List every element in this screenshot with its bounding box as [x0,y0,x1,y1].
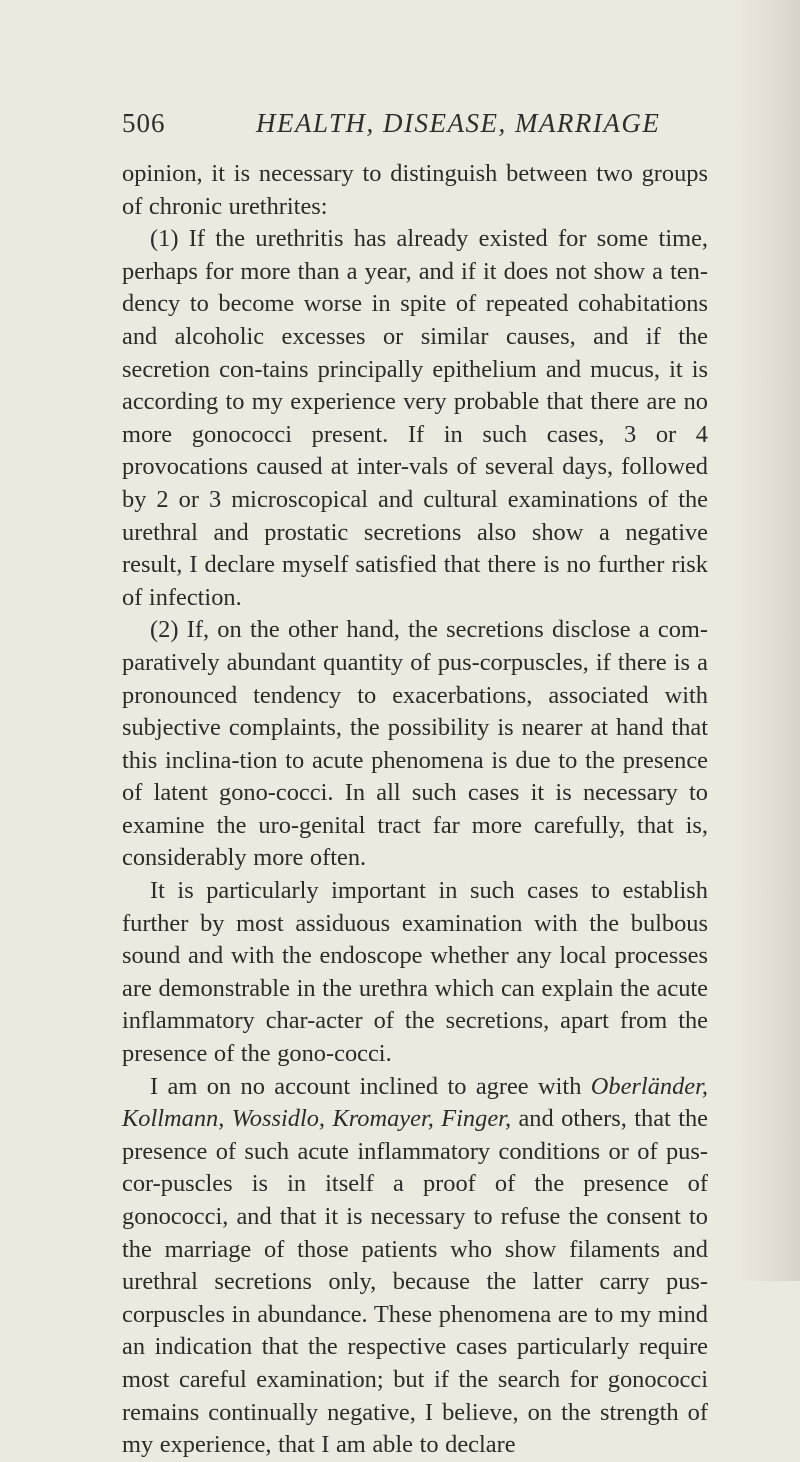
body-text [122,158,708,1462]
text-run: It is particularly important in such cases to establish further by most assiduous examination with the bulbous sound and with the endoscope whether any local processes are demonstrable in the urethra which can explain the acute inflammatory char-acter of the secretions, apart from the presence of the gono-cocci. [122,877,708,1068]
paragraph [122,875,708,1071]
text-run: (1) If the urethritis has already existed for some time, perhaps for more than a year, and if it does not show a ten-dency to become worse in spite of repeated cohabitations and alcoholic excesses or similar causes, and if the secretion con-tains principally epithelium and mucus, it is according to my experience very probable that there are no more gonococci present. If in such cases, 3 or 4 provocations caused at inter-vals of several days, followed by 2 or 3 microscopical and cultural examinations of the urethral and prostatic secretions also show a negative result, I declare myself satisfied that there is no further risk of infection. [122,225,708,611]
page-number: 506 [122,108,166,138]
paragraph [122,158,708,223]
text-run: I am on no account inclined to agree with [150,1072,591,1100]
text-run: (2) If, on the other hand, the secretions disclose a com-paratively abundant quantity of pus-corpuscles, if there is a pronounced tendency to exacerbations, associated with subjective complaints, the possibility is nearer at hand that this inclina-tion to acute phenomena is due to the presence of latent gono-cocci. In all such cases it is necessary to examine the uro-genital tract far more carefully, that is, considerably more often. [122,616,708,872]
paragraph [122,223,708,614]
italic-run: Oberländer, Kollmann, Wossidlo, Kromayer, Finger, [122,1072,708,1133]
text-run: opinion, it is necessary to distinguish between two groups of chronic urethrites: [122,160,708,220]
paragraph [122,614,708,875]
running-title: HEALTH, DISEASE, MARRIAGE [256,108,661,138]
page-header [122,108,722,148]
text-run: and others, that the presence of such acute inflammatory conditions or of pus-cor-puscles is in itself a proof of the presence of gonococci, and that it is necessary to refuse the consent to the marriage of those patients who show filaments and urethral secretions only, because the latter carry pus-corpuscles in abundance. These phenomena are to my mind an indication that the respective cases particularly require most careful examination; but if the search for gonococci remains continually negative, I believe, on the strength of my experience, that I am able to declare [122,1105,709,1459]
paragraph [122,1071,708,1462]
